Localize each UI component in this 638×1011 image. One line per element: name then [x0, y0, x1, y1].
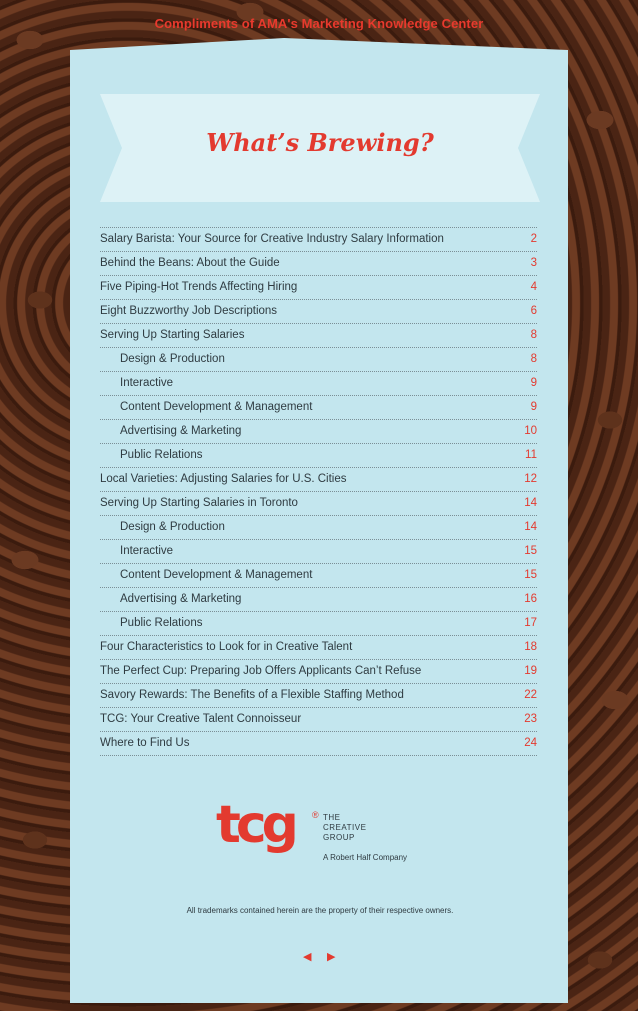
toc-entry-label: Public Relations [120, 449, 203, 461]
toc-entry-page: 14 [524, 521, 537, 533]
toc-entry-page: 15 [524, 569, 537, 581]
toc-entry-label: Behind the Beans: About the Guide [100, 257, 280, 269]
toc-entry[interactable] [100, 228, 537, 252]
toc-entry[interactable] [100, 348, 537, 372]
toc-entry[interactable] [100, 492, 537, 516]
toc-entry-label: Five Piping-Hot Trends Affecting Hiring [100, 281, 298, 293]
logo-tagline: A Robert Half Company [323, 853, 408, 862]
toc-entry-label: Advertising & Marketing [120, 593, 242, 605]
logo-line-1: THE [323, 813, 341, 822]
toc-entry[interactable] [100, 732, 537, 756]
toc-entry-page: 6 [530, 305, 537, 317]
toc-entry-page: 15 [524, 545, 537, 557]
table-of-contents [100, 227, 537, 756]
registered-mark: ® [312, 810, 319, 820]
toc-entry-page: 19 [524, 665, 537, 677]
toc-entry-label: Content Development & Management [120, 569, 313, 581]
logo-line-2: CREATIVE [323, 823, 367, 832]
toc-entry-page: 10 [524, 425, 537, 437]
toc-entry[interactable] [100, 588, 537, 612]
toc-entry-label: Design & Production [120, 353, 225, 365]
toc-entry[interactable] [100, 612, 537, 636]
toc-entry-label: Content Development & Management [120, 401, 313, 413]
toc-entry-label: Serving Up Starting Salaries [100, 329, 245, 341]
toc-entry-label: Interactive [120, 377, 174, 389]
logo-text [323, 813, 366, 843]
toc-entry-page: 11 [525, 449, 537, 461]
toc-entry[interactable] [100, 708, 537, 732]
page-title: What’s Brewing? [206, 128, 434, 157]
toc-entry-label: The Perfect Cup: Preparing Job Offers Applicants Can’t Refuse [100, 665, 422, 677]
toc-entry[interactable] [100, 420, 537, 444]
toc-entry-label: TCG: Your Creative Talent Connoisseur [100, 713, 302, 725]
toc-entry[interactable] [100, 660, 537, 684]
toc-entry-page: 23 [524, 713, 537, 725]
toc-entry[interactable] [100, 516, 537, 540]
toc-entry-page: 22 [524, 689, 537, 701]
triangle-left-icon[interactable]: ◀ [303, 951, 312, 963]
toc-entry[interactable] [100, 372, 537, 396]
toc-entry[interactable] [100, 276, 537, 300]
toc-entry-label: Savory Rewards: The Benefits of a Flexible Staffing Method [100, 689, 404, 701]
logo-line-3: GROUP [323, 833, 355, 842]
triangle-right-icon[interactable]: ▶ [327, 951, 336, 963]
tcg-logo [216, 792, 316, 864]
toc-entry[interactable] [100, 396, 537, 420]
toc-entry-label: Public Relations [120, 617, 203, 629]
toc-entry[interactable] [100, 684, 537, 708]
toc-entry-page: 12 [524, 473, 537, 485]
toc-entry-page: 16 [524, 593, 537, 605]
toc-entry[interactable] [100, 324, 537, 348]
toc-entry-label: Where to Find Us [100, 737, 190, 749]
toc-entry[interactable] [100, 252, 537, 276]
toc-entry-page: 2 [530, 233, 537, 245]
toc-entry[interactable] [100, 444, 537, 468]
trademark-note: All trademarks contained herein are the property of their respective owners. [186, 906, 454, 915]
toc-entry-page: 18 [524, 641, 537, 653]
toc-entry-page: 3 [530, 257, 537, 269]
toc-entry-label: Serving Up Starting Salaries in Toronto [100, 497, 298, 509]
toc-entry[interactable] [100, 564, 537, 588]
toc-entry-label: Four Characteristics to Look for in Creative Talent [100, 641, 353, 653]
tcg-wordmark: tcg [216, 795, 294, 855]
toc-entry-page: 24 [524, 737, 537, 749]
toc-entry-page: 8 [530, 353, 537, 365]
toc-entry[interactable] [100, 468, 537, 492]
toc-entry-label: Design & Production [120, 521, 225, 533]
toc-entry-label: Interactive [120, 545, 174, 557]
toc-entry-page: 9 [530, 377, 537, 389]
toc-entry-label: Local Varieties: Adjusting Salaries for U.S. Cities [100, 473, 347, 485]
toc-entry-page: 17 [524, 617, 537, 629]
top-banner: Compliments of AMA's Marketing Knowledge Center [154, 16, 484, 31]
toc-entry-page: 14 [524, 497, 537, 509]
toc-entry-page: 8 [530, 329, 537, 341]
toc-entry[interactable] [100, 300, 537, 324]
toc-entry-label: Advertising & Marketing [120, 425, 242, 437]
toc-entry[interactable] [100, 540, 537, 564]
toc-entry[interactable] [100, 636, 537, 660]
toc-entry-page: 9 [530, 401, 537, 413]
toc-entry-label: Salary Barista: Your Source for Creative Industry Salary Information [100, 233, 444, 245]
toc-entry-page: 4 [530, 281, 537, 293]
toc-entry-label: Eight Buzzworthy Job Descriptions [100, 305, 278, 317]
